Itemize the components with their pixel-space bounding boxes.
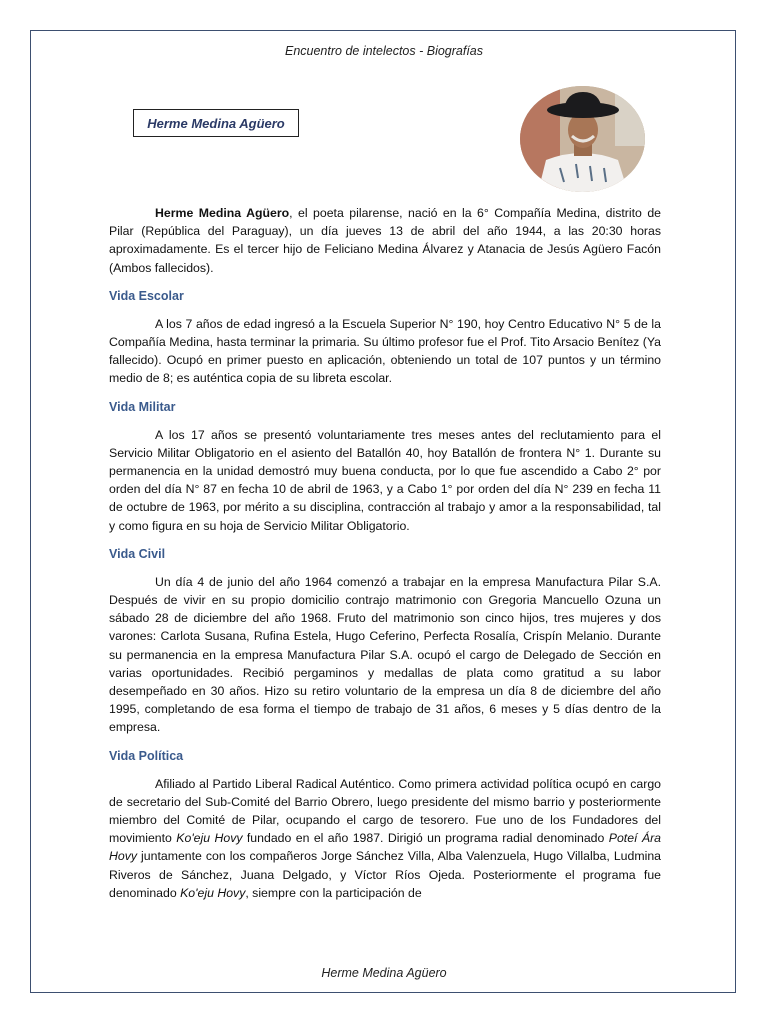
intro-paragraph [109, 204, 661, 277]
heading-vida-politica: Vida Política [109, 748, 184, 763]
paragraph-vida-militar: A los 17 años se presentó voluntariamente tres meses antes del reclutamiento para el Servicio Militar Obligatorio en el asiento del Batallón 40, hoy Batallón de frontera N° 1. Durante su permanencia en la unidad demostró muy buena conducta, por lo que fue ascendido a Cabo 2° por orden del día N° 87 en fecha 10 de abril de 1963, y a Cabo 1° por orden del día N° 239 en fecha 11 de octubre de 1963, por mérito a su disciplina, contracción al trabajo y amor a la responsabilidad, tal y como figura en su hoja de Servicio Militar Obligatorio. [109, 427, 661, 533]
heading-vida-escolar: Vida Escolar [109, 288, 184, 303]
politica-italic-1: Ko'eju Hovy [176, 831, 243, 846]
intro-text: , el poeta pilarense, nació en la 6° Compañía Medina, distrito de Pilar (República del Paraguay), un día jueves 13 de abril del año 1944, a las 20:30 horas aproximadamente. Es el tercer hijo de Feliciano Medina Álvarez y Atanacia de Jesús Agüero Facón (Ambos fallecidos). [109, 206, 661, 275]
politica-text-3: juntamente con los compañeros Jorge Sánchez Villa, Alba Valenzuela, Hugo Villalba, Ludmina Riveros de Sánchez, Juana Delgado, y Víctor Ríos Ojeda. Posteriormente el programa fue denominado [109, 849, 661, 900]
biography-name-box: Herme Medina Agüero [133, 109, 299, 137]
paragraph-vida-escolar: A los 7 años de edad ingresó a la Escuela Superior N° 190, hoy Centro Educativo N° 5 de la Compañía Medina, hasta terminar la primaria. Su último profesor fue el Prof. Tito Arsacio Benítez (Ya fallecido). Ocupó en primer puesto en aplicación, obteniendo un total de 107 puntos y un término medio de 8; es auténtica copia de su libreta escolar. [109, 316, 661, 386]
paragraph-vida-politica [109, 775, 661, 902]
politica-text-4: , siempre con la participación de [245, 885, 422, 900]
politica-italic-3: Ko'eju Hovy [180, 885, 246, 900]
biography-content [109, 204, 661, 912]
intro-name: Herme Medina Agüero [155, 206, 290, 220]
politica-text-1: Afiliado al Partido Liberal Radical Auténtico. Como primera actividad política ocupó en cargo de secretario del Sub-Comité del Barrio Obrero, luego presidente del mismo barrio y posteriormente miembro del Comité de Pilar, ocupando el cargo de tesorero. Fue uno de los Fundadores del movimiento [109, 776, 661, 846]
politica-italic-2: Poteí Ára Hovy [109, 831, 662, 864]
politica-text-2: fundado en el año 1987. Dirigió un programa radial denominado [242, 831, 609, 846]
page-footer: Herme Medina Agüero [321, 966, 447, 980]
page-header: Encuentro de intelectos - Biografías [284, 44, 484, 58]
paragraph-vida-civil: Un día 4 de junio del año 1964 comenzó a trabajar en la empresa Manufactura Pilar S.A. Después de vivir en su propio domicilio contrajo matrimonio con Gregoria Mancuello Ozuna un sábado 28 de diciembre del año 1968. Fruto del matrimonio son cinco hijos, tres mujeres y dos varones: Carlota Susana, Rufina Estela, Hugo Ceferino, Perfecta Rosalía, Crispín Melanio. Durante su permanencia en la empresa Manufactura Pilar S.A. ocupó el cargo de Delegado de Sección en varias oportunidades. Recibió pergaminos y medallas de plata como gratitud a su labor desempeñado en 30 años. Hizo su retiro voluntario de la empresa un día 8 de diciembre del año 1995, completando de esa forma el tiempo de trabajo de 31 años, 6 meses y 5 días dentro de la empresa. [109, 574, 661, 735]
portrait-photo [520, 86, 645, 192]
heading-vida-civil: Vida Civil [109, 546, 166, 561]
heading-vida-militar: Vida Militar [109, 399, 176, 414]
